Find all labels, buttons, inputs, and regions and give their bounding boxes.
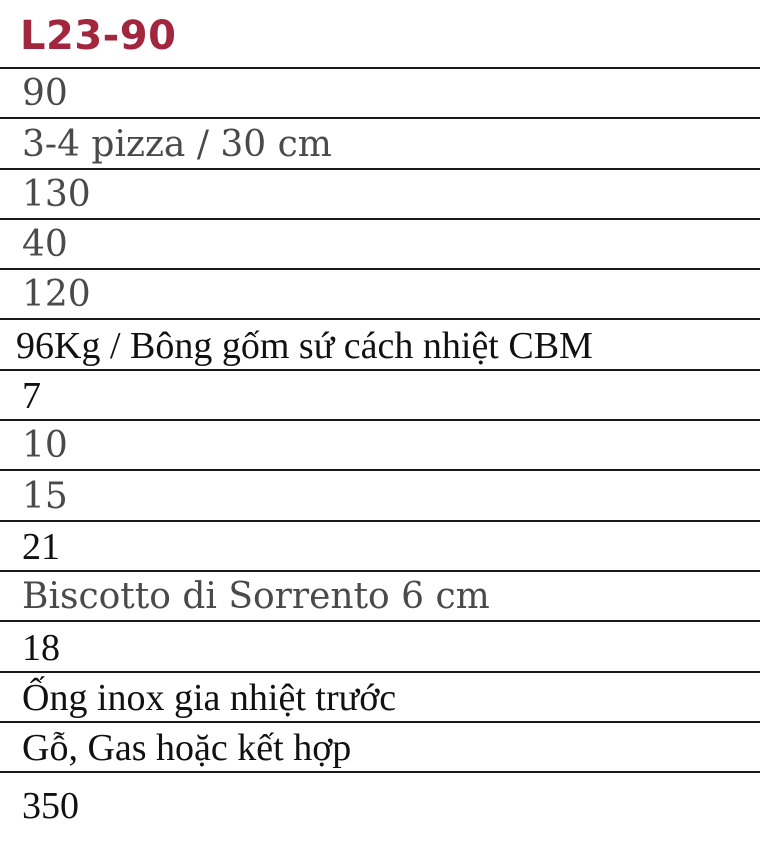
spec-row-2 bbox=[0, 117, 760, 167]
spec-value: 350 bbox=[22, 785, 79, 828]
model-title: L23-90 bbox=[20, 13, 177, 59]
spec-row-13 bbox=[0, 671, 760, 721]
spec-row-1 bbox=[0, 67, 760, 117]
spec-value: Gỗ, Gas hoặc kết hợp bbox=[22, 727, 352, 770]
spec-row-12 bbox=[0, 620, 760, 670]
spec-value: 3-4 pizza / 30 cm bbox=[22, 123, 332, 165]
spec-row-6 bbox=[0, 318, 760, 368]
spec-value: 120 bbox=[22, 274, 91, 316]
spec-row-4 bbox=[0, 218, 760, 268]
spec-value: 40 bbox=[22, 224, 68, 266]
spec-value: 130 bbox=[22, 173, 91, 215]
spec-row-7 bbox=[0, 369, 760, 419]
spec-value: 15 bbox=[22, 475, 68, 517]
spec-row-11 bbox=[0, 570, 760, 620]
spec-value: Ống inox gia nhiệt trước bbox=[22, 676, 397, 719]
spec-row-10 bbox=[0, 520, 760, 570]
spec-row-5 bbox=[0, 268, 760, 318]
spec-value: 96Kg / Bông gốm sứ cách nhiệt CBM bbox=[16, 324, 593, 367]
spec-value: 21 bbox=[22, 525, 60, 568]
spec-row-14 bbox=[0, 721, 760, 771]
spec-value-list bbox=[0, 67, 760, 829]
spec-row-3 bbox=[0, 168, 760, 218]
spec-row-15 bbox=[0, 771, 760, 829]
spec-value: 10 bbox=[22, 425, 68, 467]
spec-value: Biscotto di Sorrento 6 cm bbox=[22, 576, 490, 618]
spec-value: 7 bbox=[22, 375, 41, 418]
spec-value: 90 bbox=[22, 73, 68, 115]
spec-value: 18 bbox=[22, 626, 60, 669]
spec-row-9 bbox=[0, 469, 760, 519]
spec-row-8 bbox=[0, 419, 760, 469]
